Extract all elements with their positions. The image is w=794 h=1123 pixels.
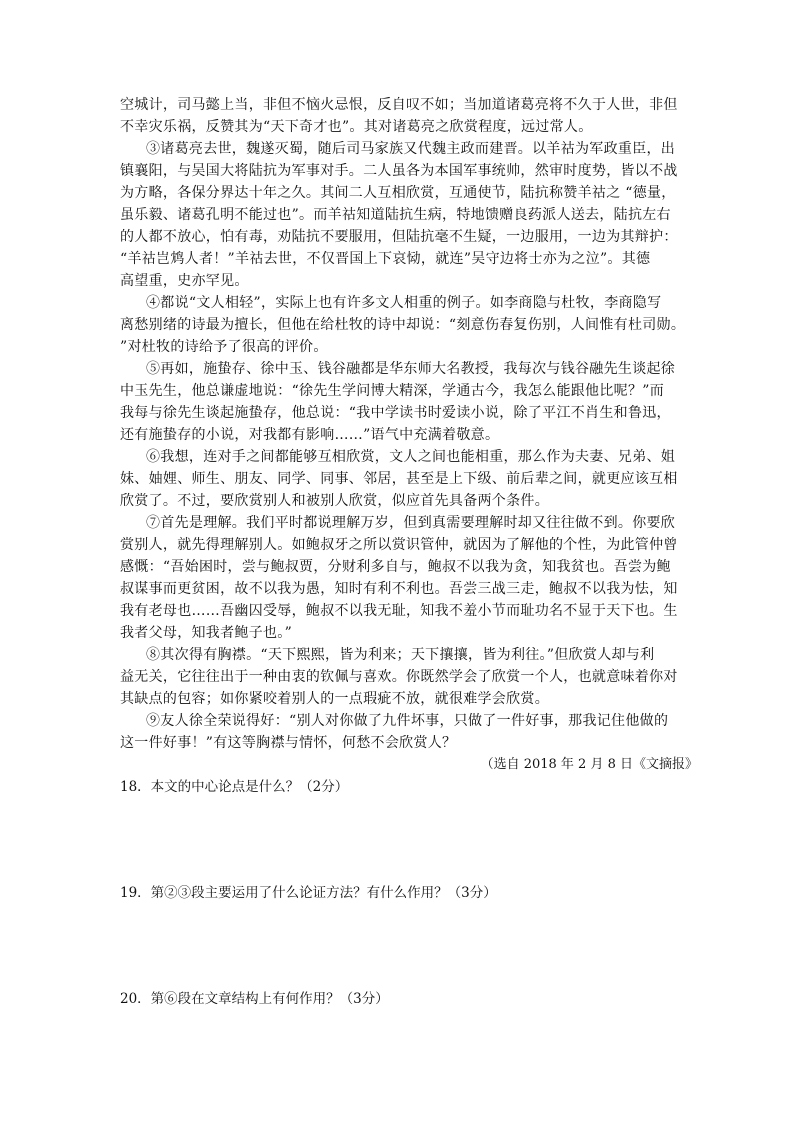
question-20: 20．第⑥段在文章结构上有何作用？（3分） xyxy=(120,991,389,1007)
paragraph-3-start: ③诸葛亮去世，魏遂灭蜀，随后司马家族又代魏主政而建晋。以羊祜为军政重臣，出 xyxy=(146,141,676,157)
paragraph-5-start: ⑤再如，施蛰存、徐中玉、钱谷融都是华东师大名教授，我每次与钱谷融先生谈起徐 xyxy=(146,361,676,377)
text-line: 不幸灾乐祸，反赞其为“天下奇才也”。其对诸葛亮之欣赏程度，远过常人。 xyxy=(120,119,593,135)
text-line: 赏别人，就先得理解别人。如鲍叔牙之所以赏识管仲，就因为了解他的个性，为此管仲曾 xyxy=(120,537,678,553)
paragraph-7-start: ⑦首先是理解。我们平时都说理解万岁，但到真需要理解时却又往往做不到。你要欣 xyxy=(146,515,676,531)
text-line: 益无关，它往往出于一种由衷的钦佩与喜欢。你既然学会了欣赏一个人，也就意味着你对 xyxy=(120,669,678,685)
text-line: 虽乐毅、诸葛孔明不能过也”。而羊祜知道陆抗生病，特地馈赠良药派人送去，陆抗左右 xyxy=(120,207,671,223)
text-line: “羊祜岂鸩人者！”羊祜去世，不仅晋国上下哀恸，就连”吴守边将士亦为之泣”。其德 xyxy=(120,251,651,267)
text-line: 我有老母也……吾幽囚受辱，鲍叔不以我无耻，知我不羞小节而耻功名不显于天下也。生 xyxy=(120,603,678,619)
text-line: 离愁别绪的诗最为擅长，但他在给杜牧的诗中却说：“刻意伤春复伤别，人间惟有杜司勋。 xyxy=(120,317,686,333)
text-line: 其缺点的包容；如你紧咬着别人的一点瑕疵不放，就很难学会欣赏。 xyxy=(120,691,549,707)
text-line: 高望重，史亦罕见。 xyxy=(120,273,249,289)
text-line: 感慨：“吾始困时，尝与鲍叔贾，分财利多自与，鲍叔不以我为贪，知我贫也。吾尝为鲍 xyxy=(120,559,671,575)
text-line: 还有施蛰存的小说，对我都有影响……”语气中充满着敬意。 xyxy=(120,427,500,443)
text-line: 我者父母，知我者鲍子也。” xyxy=(120,625,293,641)
paragraph-6-start: ⑥我想，连对手之间都能够互相欣赏，文人之间也能相重，那么作为夫妻、兄弟、姐 xyxy=(146,449,676,465)
question-18: 18．本文的中心论点是什么？（2分） xyxy=(120,779,349,795)
paragraph-9-start: ⑨友人徐全荣说得好：“别人对你做了九件坏事，只做了一件好事，那我记住他做的 xyxy=(146,713,669,729)
source-citation: （选自 2018 年 2 月 8 日《文摘报》 xyxy=(480,757,698,772)
question-19: 19．第②③段主要运用了什么论证方法？有什么作用？（3分） xyxy=(120,885,497,901)
text-line: 我每与徐先生谈起施蛰存，他总说：“我中学读书时爱读小说，除了平江不肖生和鲁迅， xyxy=(120,405,671,421)
text-line: ”对杜牧的诗给予了很高的评价。 xyxy=(120,339,328,355)
text-line: 的人都不放心，怕有毒，劝陆抗不要服用，但陆抗毫不生疑，一边服用，一边为其辩护： xyxy=(120,229,678,245)
text-line: 欣赏了。不过，要欣赏别人和被别人欣赏，似应首先具备两个条件。 xyxy=(120,493,549,509)
text-line: 这一件好事！”有这等胸襟与情怀，何愁不会欣赏人？ xyxy=(120,735,457,751)
text-line: 空城计，司马懿上当，非但不恼火忌恨，反自叹不如；当加道诸葛亮将不久于人世，非但 xyxy=(120,97,678,113)
text-line: 妹、妯娌、师生、朋友、同学、同事、邻居，甚至是上下级、前后辈之间，就更应该互相 xyxy=(120,471,678,487)
text-line: 中玉先生，他总谦虚地说：“徐先生学问博大精深，学通古今，我怎么能跟他比呢？”而 xyxy=(120,383,665,399)
text-line: 镇襄阳，与吴国大将陆抗为军事对手。二人虽各为本国军事统帅，然审时度势，皆以不战 xyxy=(120,163,678,179)
paragraph-8-start: ⑧其次得有胸襟。“天下熙熙，皆为利来；天下攘攘，皆为利往。”但欣赏人却与利 xyxy=(146,647,655,663)
text-line: 叔谋事而更贫困，故不以我为愚，知时有利不利也。吾尝三战三走，鲍叔不以我为怯，知 xyxy=(120,581,678,597)
text-line: 为方略，各保分界达十年之久。其间二人互相欣赏，互通使节，陆抗称赞羊祜之 “德量， xyxy=(120,185,676,201)
paragraph-4-start: ④都说“文人相轻”，实际上也有许多文人相重的例子。如李商隐与杜牧，李商隐写 xyxy=(146,295,662,311)
